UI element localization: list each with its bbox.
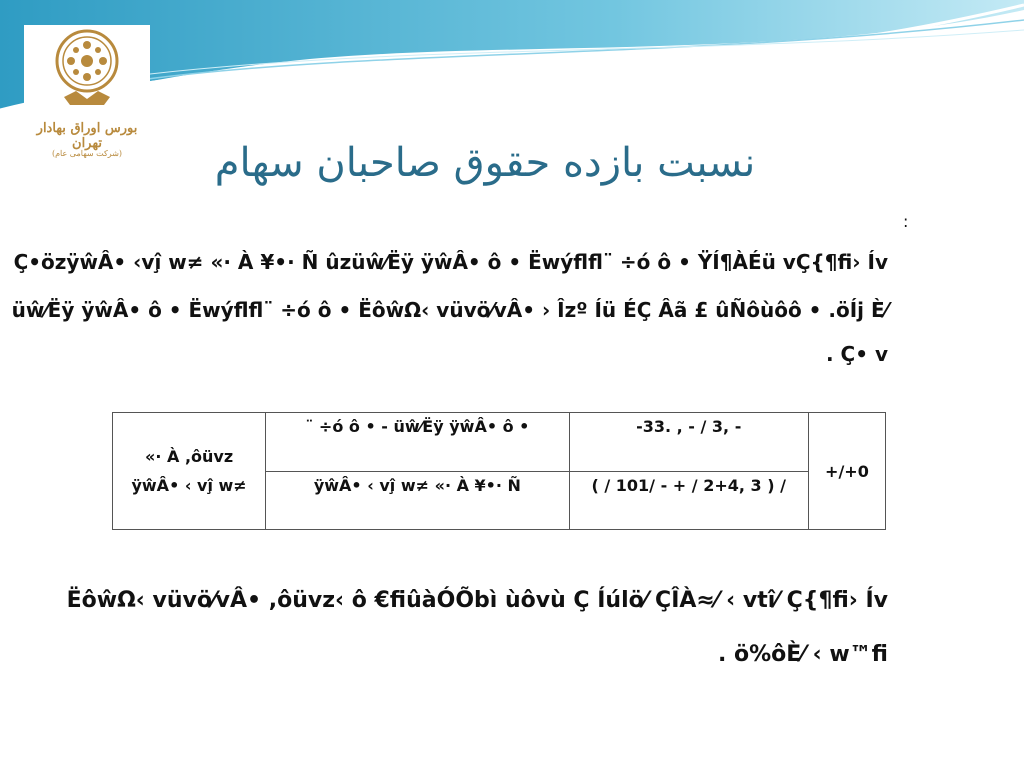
company-logo bbox=[24, 25, 150, 177]
closing-line-1: ËôŵΩ‹ vüvö⁄vÂ• ,ôüvz‹ ô €fiûàÓÕbì ùôvù Ç Íúlö⁄ ÇÎÀ≈⁄ ‹ vtî⁄ Ç{¶fi› Ív bbox=[66, 588, 888, 613]
header-wave-decoration bbox=[0, 0, 1024, 120]
result-value-cell: +/+0 bbox=[808, 413, 885, 530]
logo-emblem-icon bbox=[24, 25, 150, 121]
logo-name: بورس اوراق بهادار تهران bbox=[36, 121, 138, 151]
numerator-value-cell: -33. , - / 3, - bbox=[569, 413, 808, 472]
ratio-label-cell bbox=[113, 413, 266, 530]
paragraph-line-2: üŵ⁄Ëÿ ÿŵÂ• ô • Ëwýflfl¨ ÷ó ô • ËôŵΩ‹ vüvö⁄vÂ• › Îzº Íü ÉÇ Âã £ ûÑôùôô • .öÍj È⁄ bbox=[11, 298, 888, 322]
ratio-formula-table bbox=[112, 412, 886, 530]
paragraph-line-3: . Ç• v bbox=[825, 342, 888, 366]
paragraph-line-1: Ç•özÿŵÂ• ‹vî̧ w≠ «· À ¥•· Ñ ûzüŵ⁄Ëÿ ÿŵÂ• ô • Ëwýflfl¨ ÷ó ô • ŸÍ¶ÀÉü vÇ{¶fi› Ív bbox=[13, 250, 888, 274]
closing-line-2: . ö%ôÈ⁄ ‹ w™fi bbox=[717, 642, 888, 667]
numerator-label-cell: ¨ ÷ó ô • - üŵ⁄Ëÿ ÿŵÂ• ô • bbox=[266, 413, 569, 472]
slide-title: نسبت بازده حقوق صاحبان سهام bbox=[214, 140, 756, 186]
ratio-label-top: «· À ,ôüvz bbox=[145, 447, 234, 466]
denominator-value-cell: ( / 101/ - + / 2+4, 3 ) / bbox=[569, 471, 808, 530]
ratio-label-bottom: ÿŵÂ• ‹ vî̧ w≠ bbox=[131, 476, 247, 495]
colon-mark: : bbox=[903, 212, 909, 231]
logo-subtitle: (شرکت سهامی عام) bbox=[51, 149, 123, 158]
denominator-label-cell: ÿŵÂ• ‹ vî̧ w≠ «· À ¥•· Ñ bbox=[266, 471, 569, 530]
